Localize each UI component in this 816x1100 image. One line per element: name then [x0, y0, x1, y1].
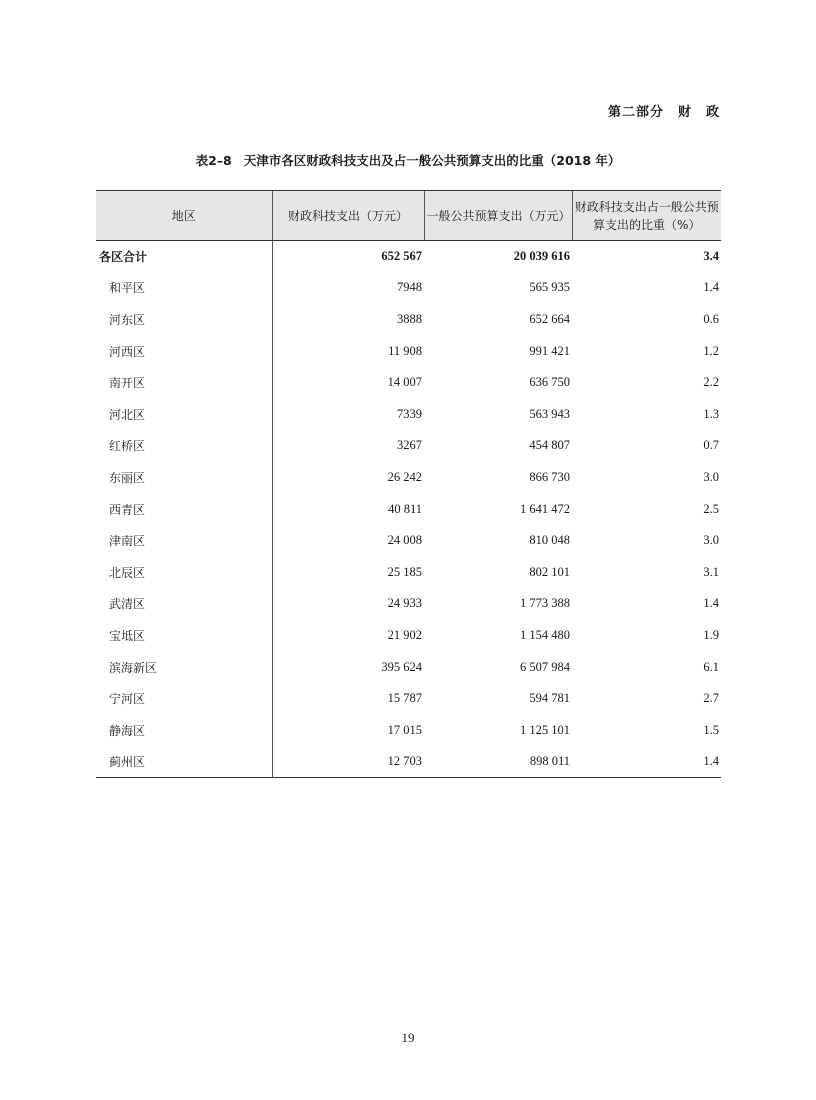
column-header-ratio: 财政科技支出占一般公共预算支出的比重（%） — [572, 191, 721, 241]
budget-spending-cell: 565 935 — [529, 280, 570, 295]
budget-spending-cell: 1 773 388 — [520, 596, 570, 611]
sci-tech-spending-cell: 21 902 — [387, 627, 422, 642]
ratio-cell: 1.4 — [703, 596, 719, 611]
region-cell: 南开区 — [96, 367, 272, 399]
sci-tech-spending-cell: 11 908 — [388, 343, 422, 358]
ratio-cell: 1.5 — [703, 722, 719, 737]
sci-tech-spending-cell: 7339 — [397, 406, 422, 421]
ratio-cell: 0.7 — [703, 438, 719, 453]
sci-tech-spending-cell: 7948 — [397, 280, 422, 295]
table-row — [96, 462, 721, 494]
budget-spending-cell: 1 125 101 — [520, 722, 570, 737]
table-row-total — [96, 241, 721, 273]
region-cell: 东丽区 — [96, 462, 272, 494]
table-row — [96, 714, 721, 746]
region-cell: 静海区 — [96, 714, 272, 746]
table-title — [0, 151, 816, 169]
sci-tech-spending-cell: 14 007 — [387, 375, 422, 390]
region-cell: 红桥区 — [96, 430, 272, 462]
region-cell: 武清区 — [96, 588, 272, 620]
table-title-text: 天津市各区财政科技支出及占一般公共预算支出的比重（2018 年） — [243, 153, 621, 168]
table-row — [96, 335, 721, 367]
table-body — [96, 241, 721, 778]
budget-spending-cell: 594 781 — [529, 691, 570, 706]
region-cell: 北辰区 — [96, 556, 272, 588]
page-number: 19 — [401, 1030, 415, 1045]
column-header-region: 地区 — [96, 191, 272, 241]
table-row — [96, 683, 721, 715]
table-number: 表2–8 — [195, 153, 232, 168]
sci-tech-spending-cell: 3267 — [397, 438, 422, 453]
sci-tech-spending-cell: 652 567 — [381, 249, 422, 264]
region-cell: 各区合计 — [96, 241, 272, 273]
data-table — [96, 190, 721, 778]
ratio-cell: 2.2 — [703, 375, 719, 390]
table-row — [96, 430, 721, 462]
table-row — [96, 493, 721, 525]
region-cell: 和平区 — [96, 272, 272, 304]
budget-spending-cell: 652 664 — [529, 311, 570, 326]
table-row — [96, 746, 721, 778]
ratio-cell: 3.1 — [703, 564, 719, 579]
budget-spending-cell: 636 750 — [529, 375, 570, 390]
budget-spending-cell: 563 943 — [529, 406, 570, 421]
column-header-budget-spending: 一般公共预算支出（万元） — [424, 191, 572, 241]
ratio-cell: 1.3 — [703, 406, 719, 421]
column-header-sci-tech-spending: 财政科技支出（万元） — [272, 191, 424, 241]
table-row — [96, 620, 721, 652]
ratio-cell: 3.4 — [703, 249, 719, 264]
ratio-cell: 3.0 — [703, 533, 719, 548]
region-cell: 滨海新区 — [96, 651, 272, 683]
ratio-cell: 6.1 — [703, 659, 719, 674]
budget-spending-cell: 1 154 480 — [520, 627, 570, 642]
table-row — [96, 651, 721, 683]
table-row — [96, 588, 721, 620]
ratio-cell: 2.5 — [703, 501, 719, 516]
region-cell: 河西区 — [96, 335, 272, 367]
sci-tech-spending-cell: 12 703 — [272, 746, 424, 778]
ratio-cell: 1.4 — [572, 746, 721, 778]
sci-tech-spending-cell: 24 933 — [387, 596, 422, 611]
table-row — [96, 398, 721, 430]
table-header-row — [96, 191, 721, 241]
budget-spending-cell: 454 807 — [529, 438, 570, 453]
region-cell: 宝坻区 — [96, 620, 272, 652]
budget-spending-cell: 1 641 472 — [520, 501, 570, 516]
table-row — [96, 556, 721, 588]
ratio-cell: 1.4 — [703, 280, 719, 295]
region-cell: 宁河区 — [96, 683, 272, 715]
running-header: 第二部分 财 政 — [607, 105, 720, 120]
sci-tech-spending-cell: 17 015 — [387, 722, 422, 737]
region-cell: 蓟州区 — [96, 746, 272, 778]
table-row — [96, 304, 721, 336]
budget-spending-cell: 802 101 — [529, 564, 570, 579]
sci-tech-spending-cell: 40 811 — [388, 501, 422, 516]
budget-spending-cell: 866 730 — [529, 469, 570, 484]
sci-tech-spending-cell: 26 242 — [387, 469, 422, 484]
sci-tech-spending-cell: 24 008 — [387, 533, 422, 548]
sci-tech-spending-cell: 3888 — [397, 311, 422, 326]
ratio-cell: 2.7 — [703, 691, 719, 706]
table-row — [96, 272, 721, 304]
sci-tech-spending-cell: 395 624 — [381, 659, 422, 674]
budget-spending-cell: 6 507 984 — [520, 659, 570, 674]
budget-spending-cell: 810 048 — [529, 533, 570, 548]
region-cell: 西青区 — [96, 493, 272, 525]
sci-tech-spending-cell: 25 185 — [387, 564, 422, 579]
region-cell: 津南区 — [96, 525, 272, 557]
region-cell: 河东区 — [96, 304, 272, 336]
ratio-cell: 1.2 — [703, 343, 719, 358]
budget-spending-cell: 20 039 616 — [513, 249, 570, 264]
budget-spending-cell: 991 421 — [529, 343, 570, 358]
ratio-cell: 3.0 — [703, 469, 719, 484]
budget-spending-cell: 898 011 — [424, 746, 572, 778]
table-row — [96, 367, 721, 399]
sci-tech-spending-cell: 15 787 — [387, 691, 422, 706]
ratio-cell: 0.6 — [703, 311, 719, 326]
ratio-cell: 1.9 — [703, 627, 719, 642]
table-row — [96, 525, 721, 557]
region-cell: 河北区 — [96, 398, 272, 430]
